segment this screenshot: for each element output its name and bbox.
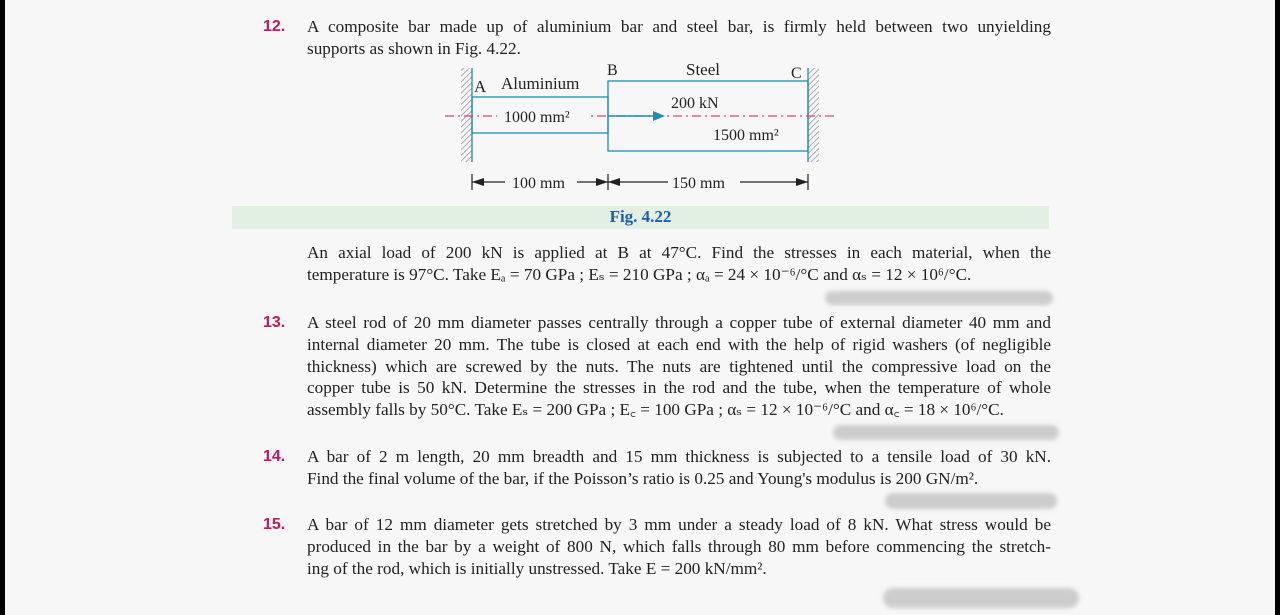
label-area-steel: 1500 mm² <box>713 127 779 144</box>
text-line: thickness) which are screwed by the nuts. The nuts are tightened until the compressive load on the <box>307 356 1051 376</box>
text-line: A steel rod of 20 mm diameter passes centrally through a copper tube of external diameter 40 mm and <box>307 313 1051 332</box>
label-b: B <box>607 62 618 79</box>
text-line: temperature is 97°C. Take Eₐ = 70 GPa ; Eₛ = 210 GPa ; αₐ = 24 × 10⁻⁶/°C and αₛ = 12 × 10⁶/°C. <box>307 264 972 284</box>
figure-caption-band <box>232 206 1049 229</box>
text-line: A bar of 2 m length, 20 mm breadth and 15 mm thickness is subjected to a tensile load of 30 kN. <box>307 447 1051 466</box>
redaction-smudge <box>825 291 1053 305</box>
left-support <box>461 68 472 162</box>
composite-bar-figure <box>5 0 1275 200</box>
label-a: A <box>474 77 487 96</box>
textbook-page <box>5 0 1275 615</box>
arrowhead-icon <box>653 111 665 121</box>
redaction-smudge <box>883 588 1079 608</box>
label-aluminium: Aluminium <box>501 74 580 93</box>
question-number: 14. <box>263 448 286 465</box>
question-number: 15. <box>263 516 286 533</box>
label-c: C <box>791 65 802 82</box>
text-line: supports as shown in Fig. 4.22. <box>307 38 521 58</box>
text-line: An axial load of 200 kN is applied at B at 47°C. Find the stresses in each material, when the <box>307 243 1051 262</box>
text-line: internal diameter 20 mm. The tube is closed at each end with the help of rigid washers (of negligible <box>307 334 1051 354</box>
text-line: A bar of 12 mm diameter gets stretched by 3 mm under a steady load of 8 kN. What stress would be <box>307 515 1051 534</box>
label-steel: Steel <box>686 60 720 79</box>
question-number: 13. <box>263 314 286 331</box>
text-line: produced in the bar by a weight of 800 N, which falls through 80 mm before commencing the stretch- <box>307 536 1051 556</box>
text-line: ing of the rod, which is initially unstressed. Take E = 200 kN/mm². <box>307 558 767 578</box>
label-load: 200 kN <box>671 95 719 112</box>
question-number: 12. <box>263 18 286 35</box>
redaction-smudge <box>833 425 1059 440</box>
figure-caption: Fig. 4.22 <box>609 207 672 226</box>
redaction-smudge <box>885 493 1057 509</box>
text-line: copper tube is 50 kN. Determine the stresses in the rod and the tube, when the temperature of whole <box>307 378 1051 398</box>
text-line: assembly falls by 50°C. Take Eₛ = 200 GPa ; E꜀ = 100 GPa ; αₛ = 12 × 10⁻⁶/°C and α꜀ = 18 × 10⁶/°C. <box>307 400 1004 420</box>
label-length-aluminium: 100 mm <box>512 175 565 192</box>
label-area-aluminium: 1000 mm² <box>504 109 570 126</box>
text-line: Find the final volume of the bar, if the Poisson’s ratio is 0.25 and Young's modulus is 200 GN/m². <box>307 468 979 488</box>
right-support <box>808 68 819 162</box>
label-length-steel: 150 mm <box>672 175 725 192</box>
text-line: A composite bar made up of aluminium bar and steel bar, is firmly held between two unyielding <box>307 17 1051 36</box>
